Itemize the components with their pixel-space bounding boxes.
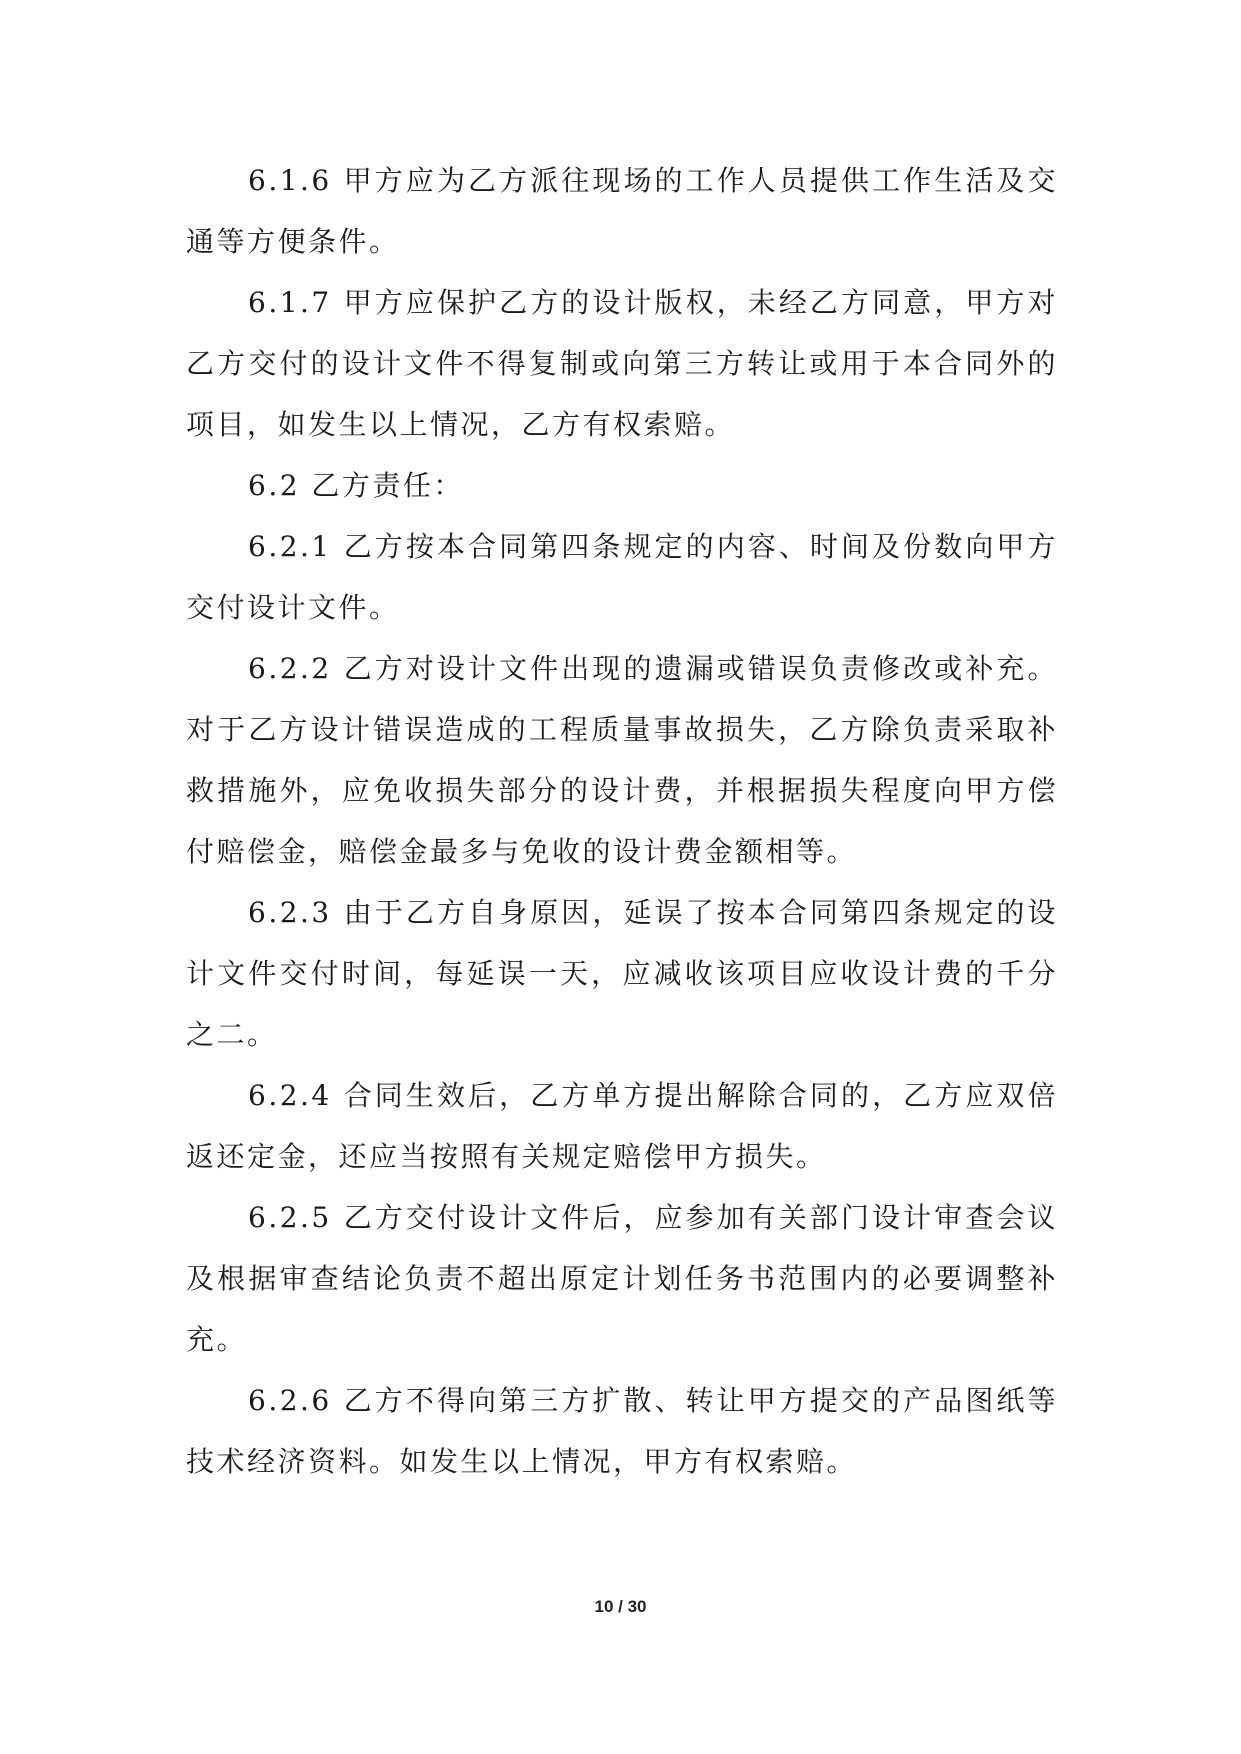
clause-6-2-5: 6.2.5 乙方交付设计文件后，应参加有关部门设计审查会议及根据审查结论负责不超出原定计划任务书范围内的必要调整补充。 — [186, 1201, 1058, 1356]
clause-6-2-heading: 6.2 乙方责任： — [248, 469, 464, 502]
clause-6-2-2: 6.2.2 乙方对设计文件出现的遗漏或错误负责修改或补充。对于乙方设计错误造成的工程质量事故损失，乙方除负责采取补救措施外，应免收损失部分的设计费，并根据损失程度向甲方偿付赔偿金，赔偿金最多与免收的设计费金额相等。 — [186, 652, 1058, 868]
clause-6-2-4: 6.2.4 合同生效后，乙方单方提出解除合同的，乙方应双倍返还定金，还应当按照有关规定赔偿甲方损失。 — [186, 1079, 1058, 1173]
clause-6-1-7: 6.1.7 甲方应保护乙方的设计版权，未经乙方同意，甲方对乙方交付的设计文件不得复制或向第三方转让或用于本合同外的项目，如发生以上情况，乙方有权索赔。 — [186, 286, 1058, 441]
clause-6-2-3: 6.2.3 由于乙方自身原因，延误了按本合同第四条规定的设计文件交付时间，每延误一天，应减收该项目应收设计费的千分之二。 — [186, 896, 1058, 1051]
page-number: 10 / 30 — [594, 1597, 647, 1616]
clause-6-2-6: 6.2.6 乙方不得向第三方扩散、转让甲方提交的产品图纸等技术经济资料。如发生以上情况，甲方有权索赔。 — [186, 1384, 1058, 1478]
clause-6-2-1: 6.2.1 乙方按本合同第四条规定的内容、时间及份数向甲方交付设计文件。 — [186, 530, 1058, 624]
body-text — [186, 150, 1058, 1492]
clause-6-1-6: 6.1.6 甲方应为乙方派往现场的工作人员提供工作生活及交通等方便条件。 — [186, 164, 1058, 258]
